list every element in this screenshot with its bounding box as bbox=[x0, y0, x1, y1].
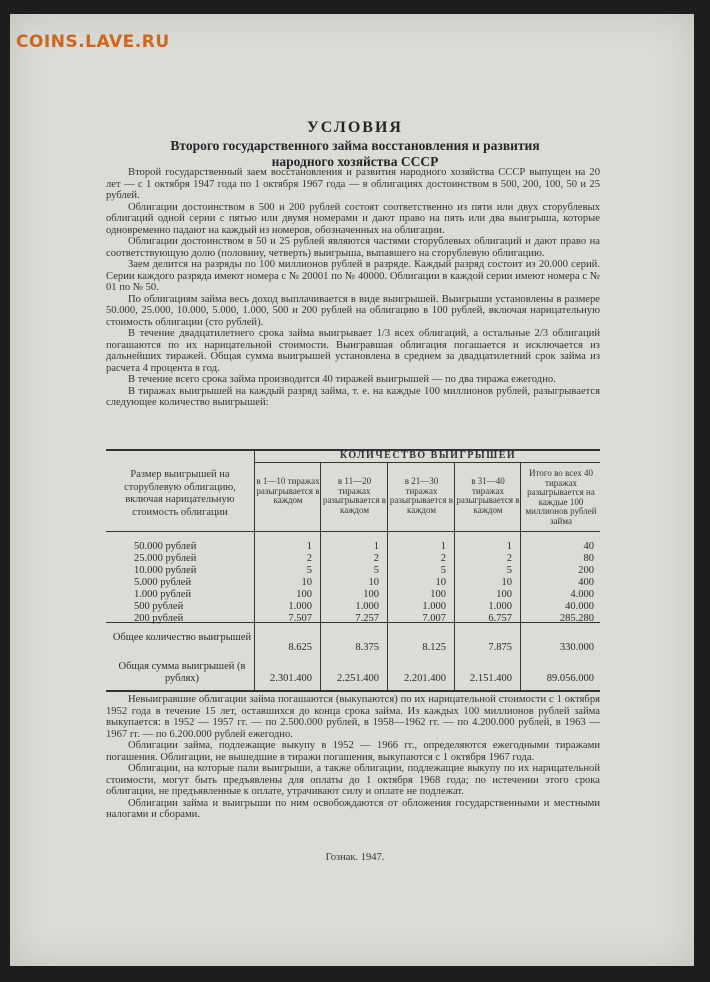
column-header-total: Итого во всех 40 тиражах разыгрывается на каждые 100 миллионов рублей займа bbox=[525, 468, 597, 526]
table-rule-header bbox=[106, 531, 600, 532]
row-value: 89.056.000 bbox=[546, 673, 594, 684]
row-value: 8.375 bbox=[355, 642, 379, 653]
table-rule-bottom bbox=[106, 690, 600, 692]
paragraph: Облигации, на которые пали выигрыши, а также облигации, подлежащие выкупу по их нарицательной стоимости, могут быть предъявлены для оплаты до 1 октября 1968 года; по истечении этого срока облигации, не предъявленные к оплате, утрачивают силу и оплате не подлежат. bbox=[106, 763, 600, 797]
row-value: 100 bbox=[363, 589, 379, 600]
row-value: 2 bbox=[440, 553, 446, 564]
row-value: 2 bbox=[306, 553, 312, 564]
outro-paragraphs bbox=[106, 694, 600, 821]
paragraph: Облигации достоинством в 500 и 200 рублей состоят соответственно из пяти или двух сторублевых облигаций одной серии с пятью или двумя номерами и дают право на пять или два выигрыша, которые одновременно падают на каждый из номеров, обозначенных на облигации. bbox=[106, 201, 600, 236]
row-value: 2 bbox=[506, 553, 512, 564]
row-value: 1.000 bbox=[355, 601, 379, 612]
row-value: 7.007 bbox=[422, 613, 446, 624]
column-header: в 1—10 тиражах разыгрывается в каждом bbox=[256, 476, 320, 505]
row-value: 1 bbox=[306, 541, 312, 552]
row-value: 200 bbox=[578, 565, 594, 576]
row-value: 2.251.400 bbox=[337, 673, 379, 684]
row-value: 40 bbox=[583, 541, 594, 552]
row-value: 7.257 bbox=[355, 613, 379, 624]
row-value: 100 bbox=[296, 589, 312, 600]
paragraph: Облигации достоинством в 50 и 25 рублей являются частями сторублевых облигаций и дают право на соответствующую долю (половину, четверть) выигрыша, выпавшего на сторублевую облигацию. bbox=[106, 236, 600, 259]
document-subtitle-line-1: Второго государственного займа восстановления и развития bbox=[170, 138, 540, 153]
row-value: 6.757 bbox=[488, 613, 512, 624]
row-label: 200 рублей bbox=[134, 613, 184, 624]
row-label: 500 рублей bbox=[134, 601, 184, 612]
row-value: 5 bbox=[506, 565, 512, 576]
row-label: 50.000 рублей bbox=[134, 541, 197, 552]
row-value: 330.000 bbox=[559, 642, 594, 653]
row-value: 1.000 bbox=[488, 601, 512, 612]
row-label: 25.000 рублей bbox=[134, 553, 197, 564]
table-rule-group bbox=[254, 462, 600, 463]
paragraph: В тиражах выигрышей на каждый разряд займа, т. е. на каждые 100 миллионов рублей, разыгрывается следующее количество выигрышей: bbox=[106, 385, 600, 408]
paragraph: В течение всего срока займа производится 40 тиражей выигрышей — по два тиража ежегодно. bbox=[128, 374, 556, 385]
row-value: 1 bbox=[506, 541, 512, 552]
row-value: 7.507 bbox=[288, 613, 312, 624]
row-value: 1.000 bbox=[288, 601, 312, 612]
row-header: Размер выигрышей на сторублевую облигацию, включая нарицательную стоимость облигации bbox=[124, 469, 236, 518]
row-value: 4.000 bbox=[570, 589, 594, 600]
row-value: 10 bbox=[501, 577, 512, 588]
column-header: в 21—30 тиражах разыгрывается в каждом bbox=[389, 476, 454, 515]
row-label: Общая сумма выигрышей (в рублях) bbox=[118, 661, 246, 684]
row-label: 10.000 рублей bbox=[134, 565, 197, 576]
row-value: 5 bbox=[373, 565, 379, 576]
row-value: 5 bbox=[440, 565, 446, 576]
row-value: 40.000 bbox=[565, 601, 594, 612]
row-value: 8.625 bbox=[288, 642, 312, 653]
row-value: 7.875 bbox=[488, 642, 512, 653]
row-value: 10 bbox=[301, 577, 312, 588]
paragraph: Облигации займа и выигрыши по ним освобождаются от обложения государственными и местными налогами и сборами. bbox=[106, 797, 600, 820]
group-header: КОЛИЧЕСТВО ВЫИГРЫШЕЙ bbox=[339, 450, 517, 461]
row-value: 1 bbox=[373, 541, 379, 552]
row-value: 2.201.400 bbox=[404, 673, 446, 684]
paragraph: Второй государственный заем восстановления и развития народного хозяйства СССР выпущен на 20 лет — с 1 октября 1947 года по 1 октября 1967 года — в облигациях достоинством в 500, 200, 100, 50 и 25 рублей. bbox=[106, 167, 600, 201]
row-value: 10 bbox=[435, 577, 446, 588]
row-value: 400 bbox=[578, 577, 594, 588]
column-header: в 11—20 тиражах разыгрывается в каждом bbox=[322, 476, 387, 515]
paragraph: В течение двадцатилетнего срока займа выигрывает 1/3 всех облигаций, а остальные 2/3 облигаций погашаются по их нарицательной стоимости. Выигравшая облигация погашается и исключается из дальнейших тиражей. Общая сумма выигрышей установлена в среднем за двадцатилетний срок займа из расчета 4 процента в год. bbox=[106, 328, 600, 374]
row-value: 100 bbox=[496, 589, 512, 600]
row-value: 8.125 bbox=[422, 642, 446, 653]
row-value: 1 bbox=[440, 541, 446, 552]
row-label: 1.000 рублей bbox=[134, 589, 192, 600]
row-value: 285.280 bbox=[559, 613, 594, 624]
watermark: COINS.LAVE.RU bbox=[16, 32, 170, 52]
row-value: 5 bbox=[306, 565, 312, 576]
paragraph: По облигациям займа весь доход выплачивается в виде выигрышей. Выигрыши установлены в размере 50.000, 25.000, 10.000, 5.000, 1.000, 500 и 200 рублей на облигацию в 100 рублей, включая нарицательную стоимость облигации (сто рублей). bbox=[106, 293, 600, 328]
row-value: 1.000 bbox=[422, 601, 446, 612]
row-label: Общее количество выигрышей bbox=[112, 632, 252, 643]
column-header: в 31—40 тиражах разыгрывается в каждом bbox=[456, 476, 520, 515]
row-label: 5.000 рублей bbox=[134, 577, 192, 588]
paragraph: Невыигравшие облигации займа погашаются (выкупаются) по их нарицательной стоимости с 1 октября 1952 года в течение 15 лет, оставшихся до конца срока займа. Из каждых 100 миллионов рублей займа выкупается: в 1952 — 1957 гг. — по 2.500.000 рублей, в 1958—1962 гг. — по 4.200.000 рублей, в 1963 — 1967 гг. — по 6.200.000 рублей ежегодно. bbox=[106, 694, 600, 740]
row-value: 10 bbox=[368, 577, 379, 588]
document-subtitle-line-2: народного хозяйства СССР bbox=[271, 154, 439, 169]
paragraph: Облигации займа, подлежащие выкупу в 1952 — 1966 гг., определяются ежегодными тиражами погашения. Облигации, не вышедшие в тиражи погашения, выкупаются с 1 октября 1967 года. bbox=[106, 740, 600, 763]
footer-imprint: Гознак. 1947. bbox=[325, 852, 385, 863]
winnings-table bbox=[106, 449, 600, 691]
row-value: 2 bbox=[373, 553, 379, 564]
row-value: 2.301.400 bbox=[270, 673, 312, 684]
row-value: 80 bbox=[583, 553, 594, 564]
intro-paragraphs bbox=[106, 167, 600, 409]
row-value: 100 bbox=[430, 589, 446, 600]
document-title: УСЛОВИЯ bbox=[307, 119, 403, 136]
paragraph: Заем делится на разряды по 100 миллионов рублей в разряде. Каждый разряд состоит из 20.000 серий. Серии каждого разряда имеют номера с № 20001 по № 40000. Облигации в каждой серии имеют номера с № 01 по № 50. bbox=[106, 259, 600, 293]
row-value: 2.151.400 bbox=[470, 673, 512, 684]
